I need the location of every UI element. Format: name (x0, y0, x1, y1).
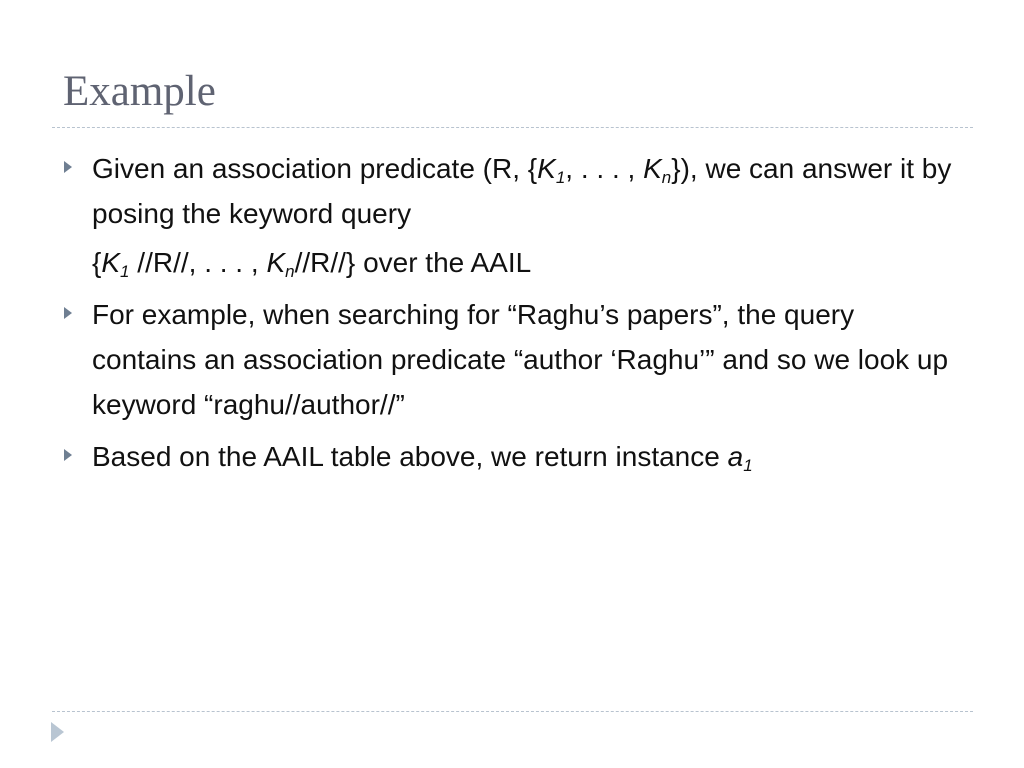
bullet-text: Based on the AAIL table above, we return instance $a_1$ (92, 441, 753, 475)
bullet-item-1 (62, 146, 962, 285)
footer-divider (52, 711, 973, 712)
bullet-item-3 (62, 434, 962, 479)
bullet-triangle-icon (64, 307, 72, 319)
bullet-item-2 (62, 292, 962, 427)
slide-title: Example (63, 68, 216, 115)
bullet-text: For example, when searching for “Raghu’s papers”, the query contains an association predicate “author ‘Raghu’” and so we look up keyword “raghu//author//” (92, 299, 949, 420)
bullet-list (62, 146, 962, 486)
bullet-text: Given an association predicate (R, {$K_1$, . . . , $K_n$}), we can answer it by posing the keyword query (92, 153, 952, 229)
bullet-continuation: {$K_1$ //R//, . . . , $K_n//R//$} over the AAIL (92, 247, 532, 281)
triangle-right-icon[interactable] (51, 722, 64, 742)
bullet-triangle-icon (64, 449, 72, 461)
bullet-triangle-icon (64, 161, 72, 173)
title-divider (52, 127, 973, 128)
